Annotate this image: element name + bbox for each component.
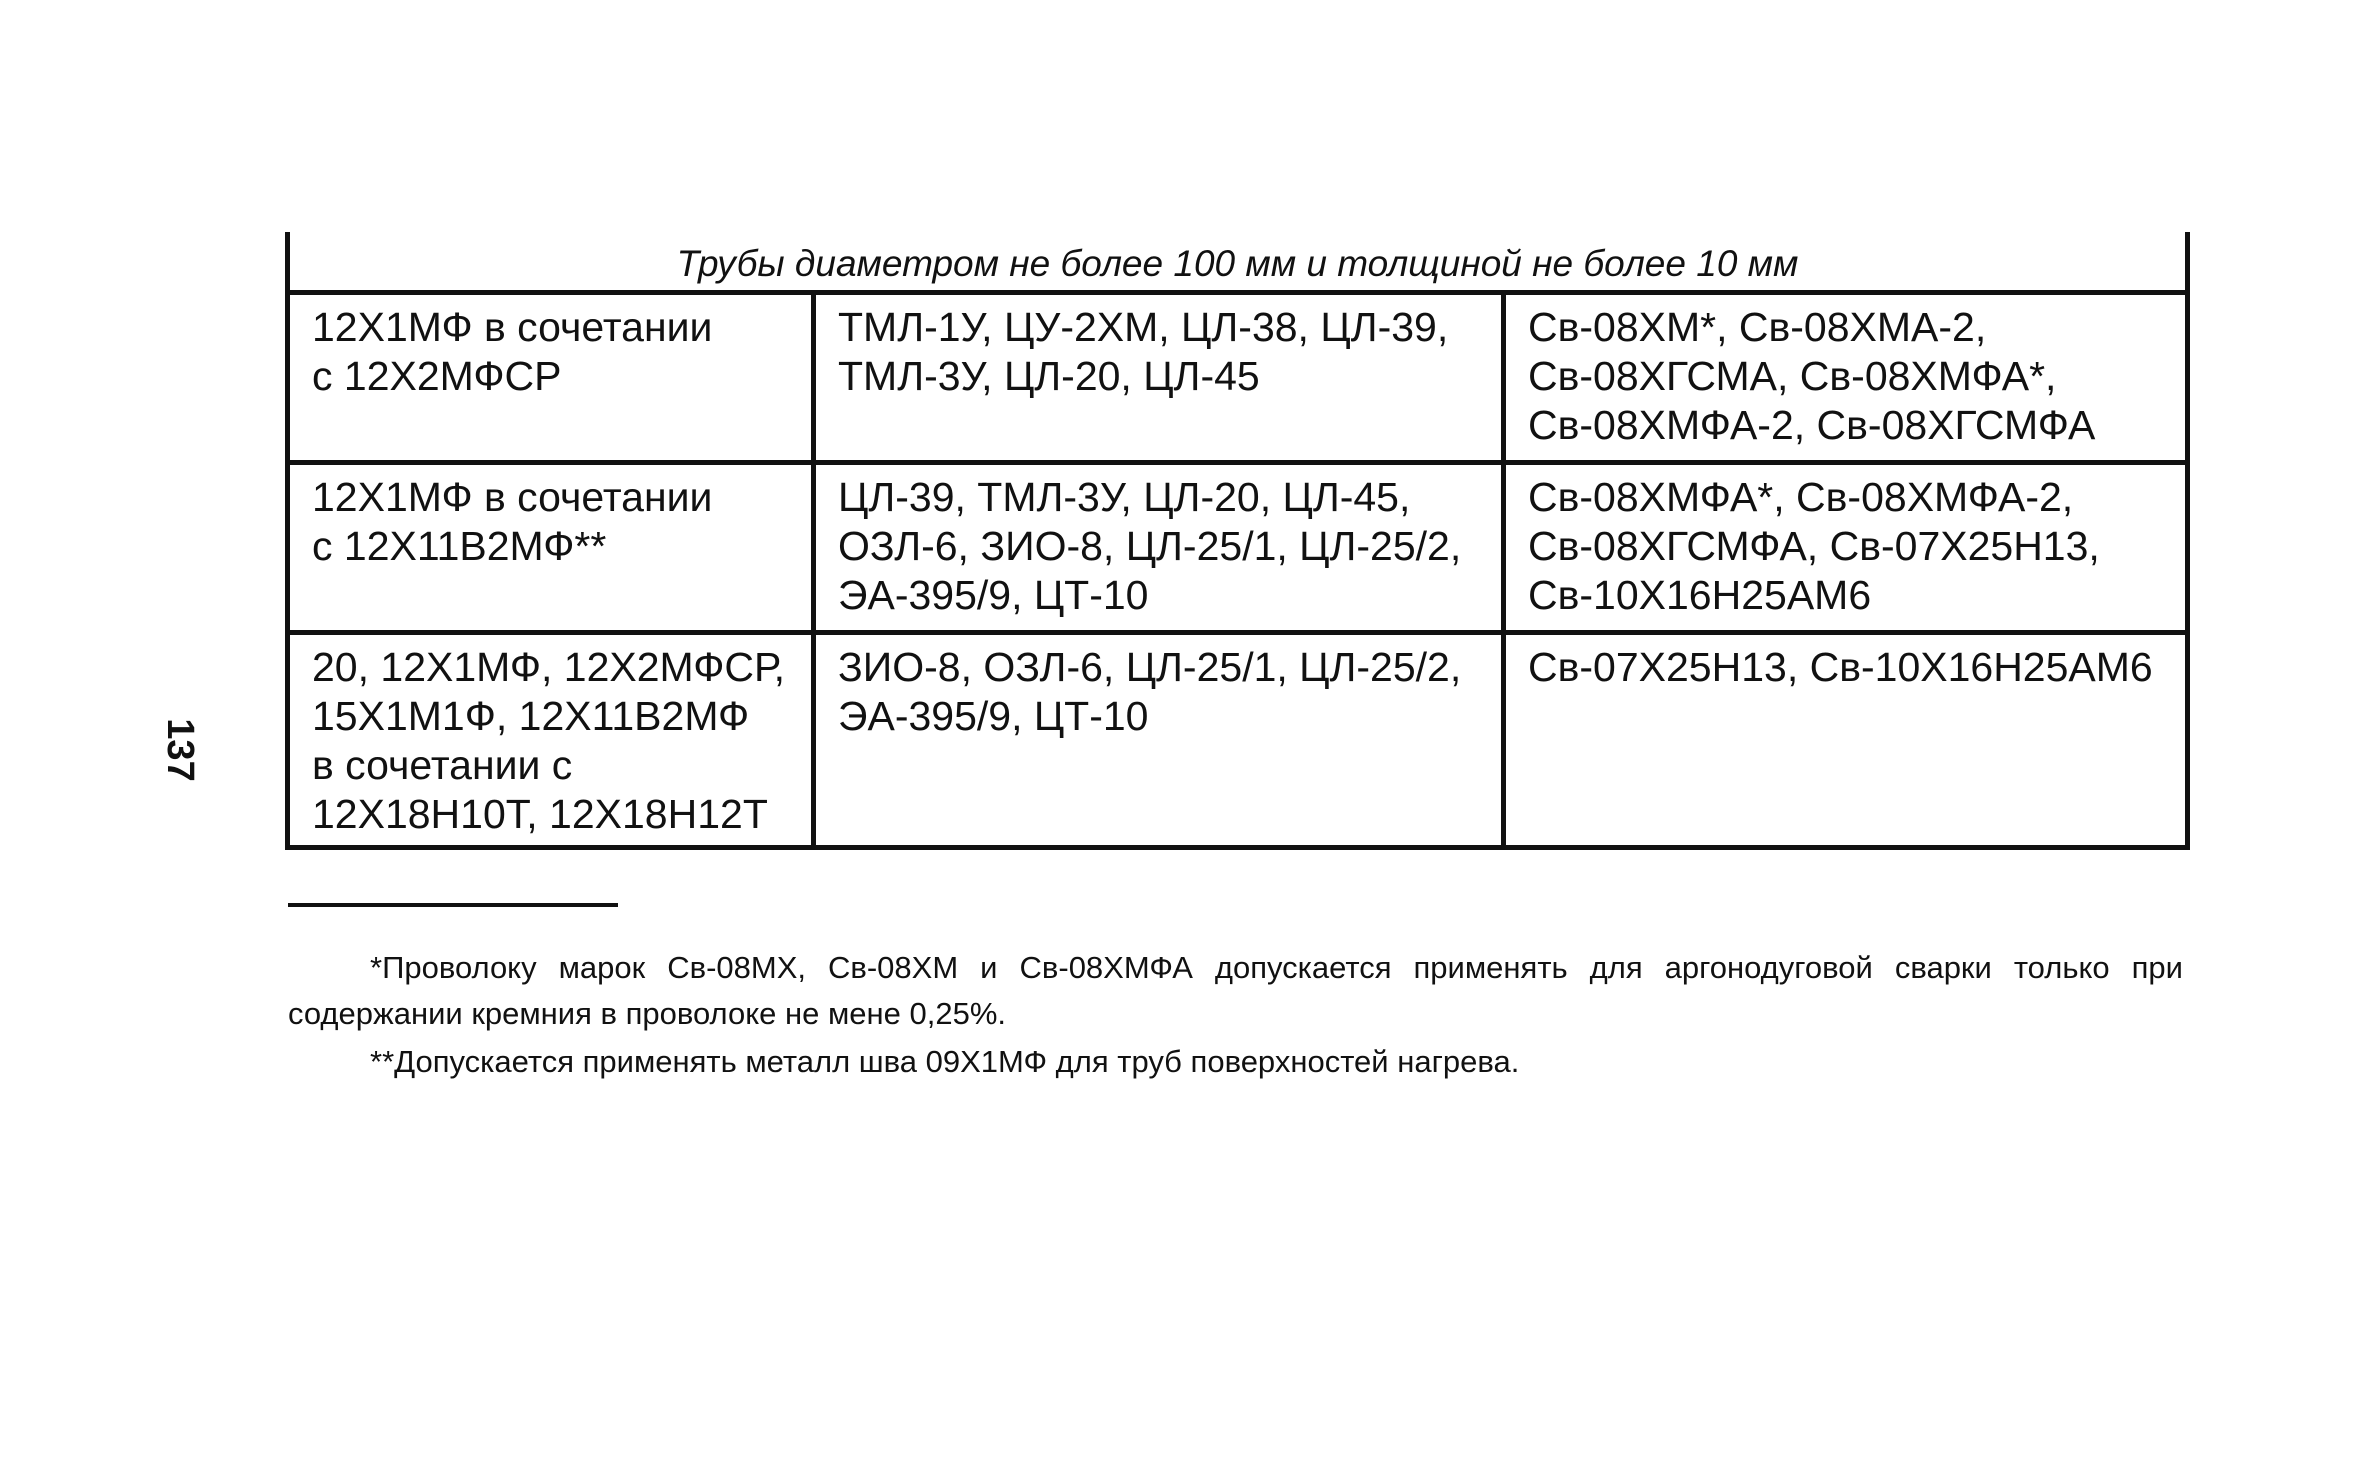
cell-line: Св-08ХМФА-2, Св-08ХГСМФА — [1528, 402, 2096, 448]
cell-line: Св-08ХГСМА, Св-08ХМФА*, — [1528, 353, 2057, 399]
cell-line: ТМЛ-3У, ЦЛ-20, ЦЛ-45 — [838, 353, 1260, 399]
footnote: **Допускается применять металл шва 09Х1МФ для труб поверхностей нагрева. — [370, 1044, 1520, 1079]
cell-line: ЗИО-8, ОЗЛ-6, ЦЛ-25/1, ЦЛ-25/2, — [838, 644, 1462, 690]
cell-line: 12Х1МФ в сочетании — [312, 304, 713, 350]
cell-line: ЦЛ-39, ТМЛ-3У, ЦЛ-20, ЦЛ-45, — [838, 474, 1411, 520]
electrode-cell — [814, 633, 1504, 848]
steel-grade-cell — [288, 633, 814, 848]
cell-line: ТМЛ-1У, ЦУ-2ХМ, ЦЛ-38, ЦЛ-39, — [838, 304, 1449, 350]
footnote: *Проволоку марок Св-08МХ, Св-08ХМ и Св-08ХМФА допускается применять для аргонодуговой сварки только при содержании кремния в проволоке не мене 0,25%. — [288, 950, 2183, 1031]
cell-line: Св-08ХМ*, Св-08ХМА-2, — [1528, 304, 1987, 350]
welding-wire-cell — [1504, 633, 2188, 848]
cell-line: с 12Х11В2МФ** — [312, 523, 607, 569]
cell-line: 15Х1М1Ф, 12Х11В2МФ — [312, 693, 750, 739]
table-section-heading-row — [288, 232, 2188, 293]
cell-line: Св-08ХМФА*, Св-08ХМФА-2, — [1528, 474, 2074, 520]
cell-line: Св-10Х16Н25АМ6 — [1528, 572, 1872, 618]
table-row — [288, 463, 2188, 633]
cell-line: 12Х1МФ в сочетании — [312, 474, 713, 520]
cell-line: ЭА-395/9, ЦТ-10 — [838, 572, 1149, 618]
welding-wire-cell — [1504, 293, 2188, 463]
footnotes — [288, 945, 2183, 1085]
steel-grade-cell — [288, 293, 814, 463]
table-row — [288, 633, 2188, 848]
steel-grade-cell — [288, 463, 814, 633]
cell-line: 12Х18Н10Т, 12Х18Н12Т — [312, 791, 768, 837]
footnote-separator — [288, 903, 618, 907]
electrode-cell — [814, 463, 1504, 633]
cell-line: Св-08ХГСМФА, Св-07Х25Н13, — [1528, 523, 2100, 569]
cell-line: Св-07Х25Н13, Св-10Х16Н25АМ6 — [1528, 644, 2153, 690]
table-row — [288, 293, 2188, 463]
cell-line: 20, 12Х1МФ, 12Х2МФСР, — [312, 644, 786, 690]
table-section-heading: Трубы диаметром не более 100 мм и толщиной не более 10 мм — [288, 232, 2188, 293]
cell-line: ЭА-395/9, ЦТ-10 — [838, 693, 1149, 739]
welding-materials-table — [285, 232, 2190, 850]
cell-line: ОЗЛ-6, ЗИО-8, ЦЛ-25/1, ЦЛ-25/2, — [838, 523, 1462, 569]
page-number: 137 — [159, 718, 201, 782]
cell-line: с 12Х2МФСР — [312, 353, 562, 399]
cell-line: в сочетании с — [312, 742, 573, 788]
electrode-cell — [814, 293, 1504, 463]
welding-wire-cell — [1504, 463, 2188, 633]
